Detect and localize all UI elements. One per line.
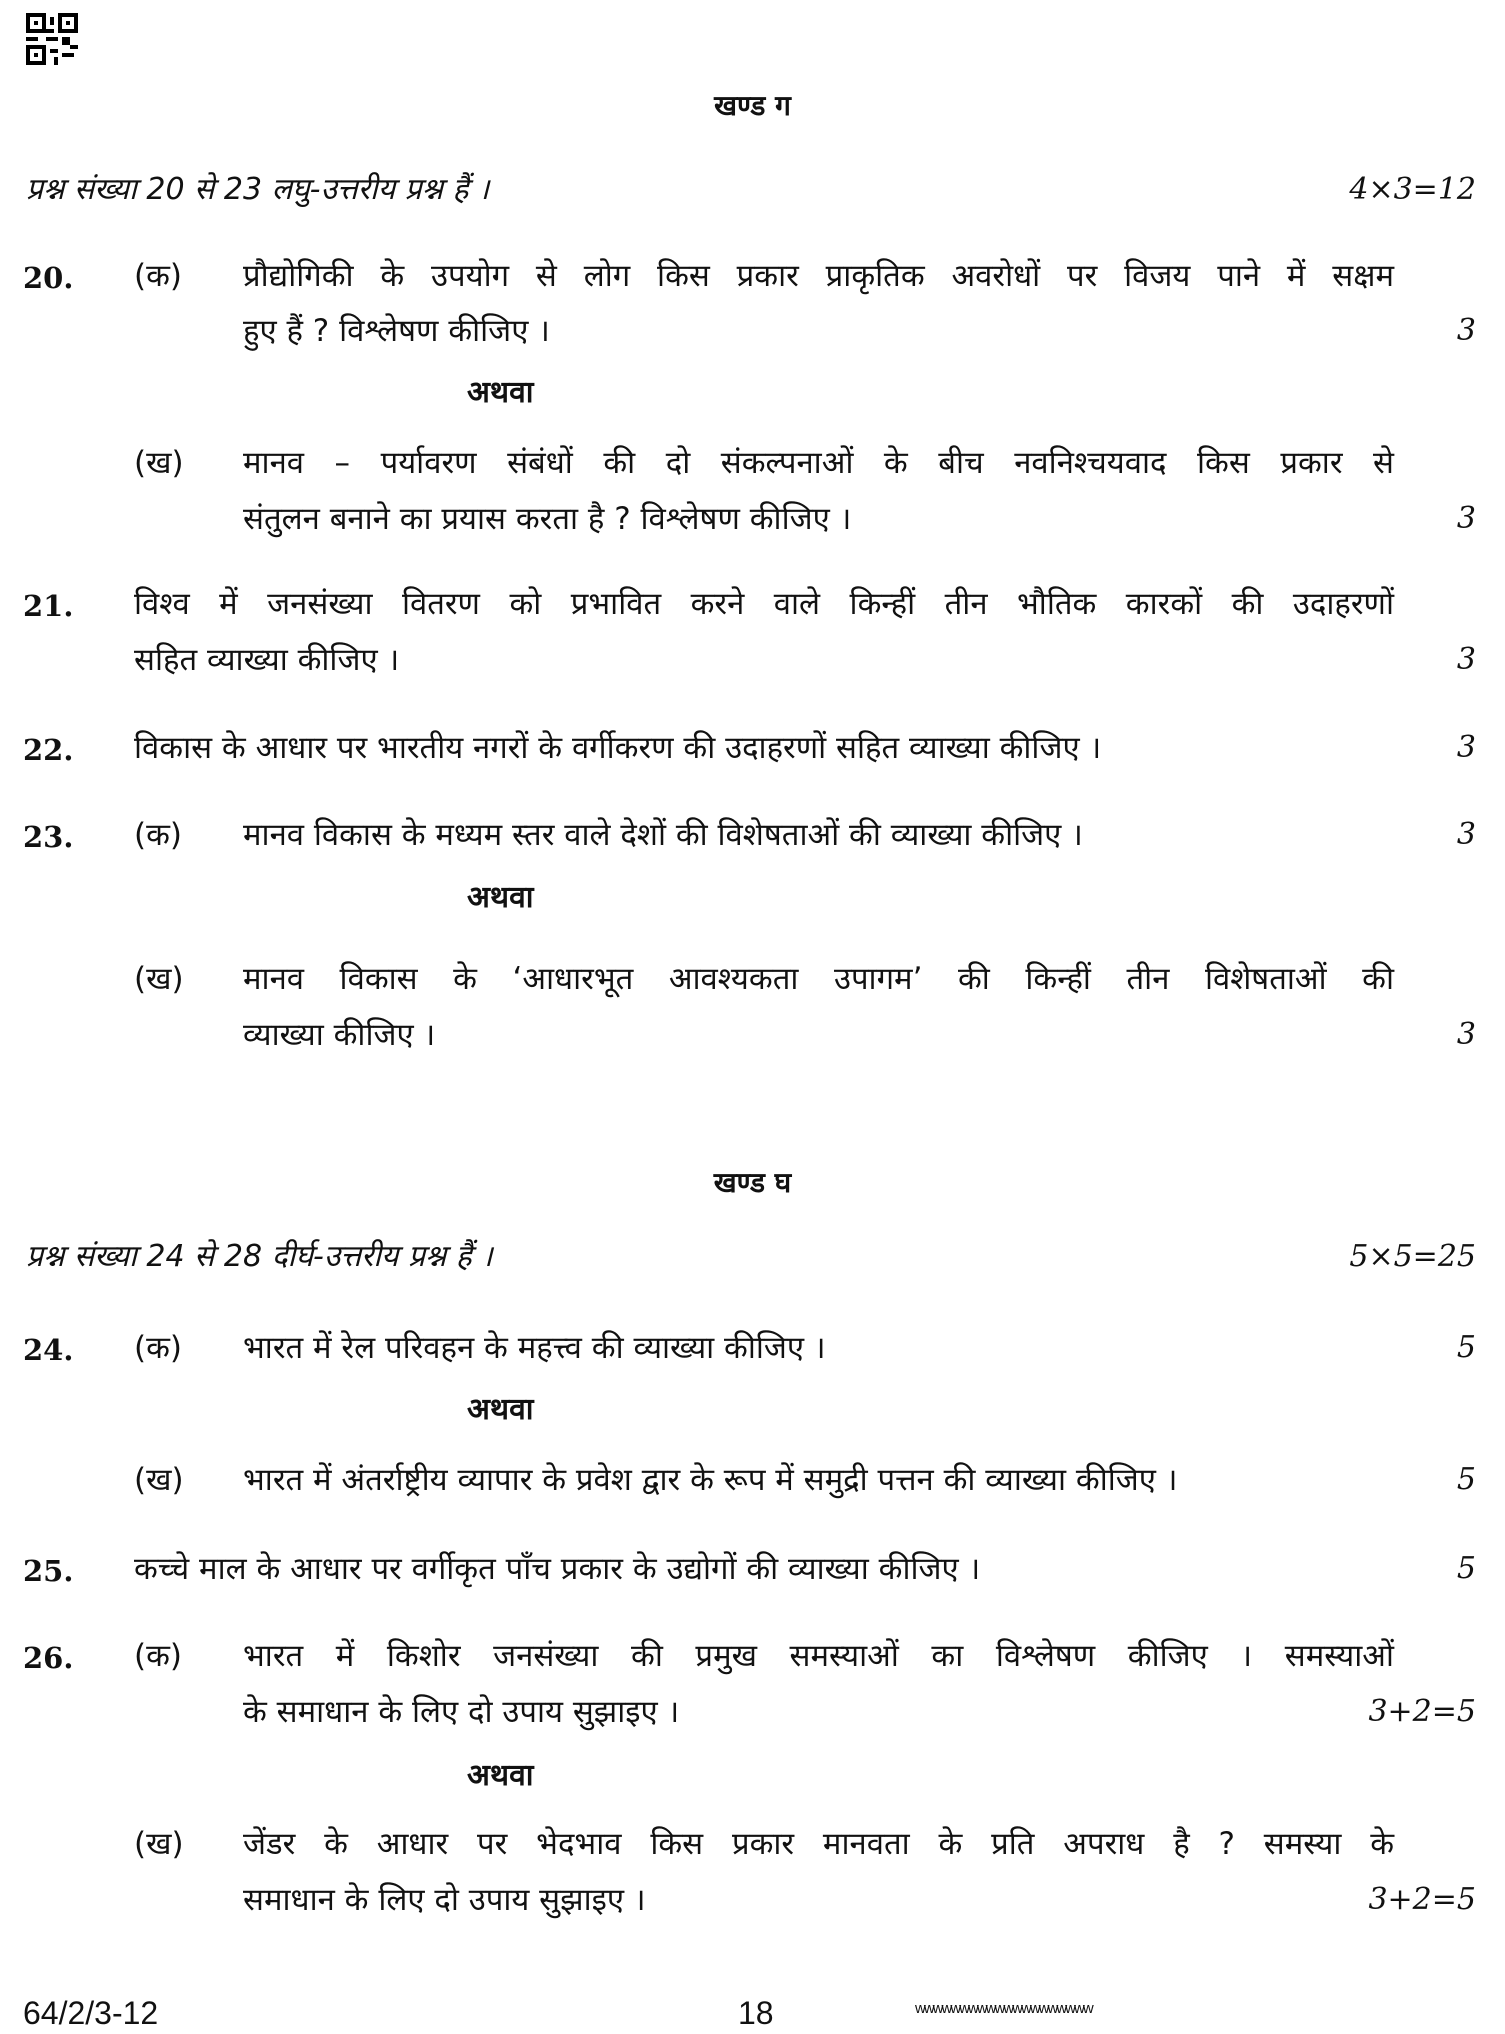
question-number: 20. xyxy=(23,261,74,295)
question-number: 24. xyxy=(23,1333,74,1367)
question-number: 26. xyxy=(23,1641,74,1675)
option-label: (ख) xyxy=(134,445,184,481)
marks: 3 xyxy=(1456,313,1476,348)
question-text: के समाधान के लिए दो उपाय सुझाइए । xyxy=(243,1694,680,1730)
marks: 3 xyxy=(1456,730,1476,765)
section-marks: 5×5=25 xyxy=(1349,1239,1476,1274)
question-text: मानव विकास के ‘आधारभूत आवश्यकता उपागम’ की किन्हीं तीन विशेषताओं की xyxy=(243,961,1394,997)
question-text: भारत में किशोर जनसंख्या की प्रमुख समस्याओं का विश्लेषण कीजिए । समस्याओं xyxy=(243,1638,1394,1674)
or-label: अथवा xyxy=(467,375,534,410)
option-label: (क) xyxy=(134,258,182,294)
question-text: जेंडर के आधार पर भेदभाव किस प्रकार मानवता के प्रति अपराध है ? समस्या के xyxy=(243,1826,1394,1862)
marks: 5 xyxy=(1456,1462,1476,1497)
question-text: भारत में रेल परिवहन के महत्त्व की व्याख्या कीजिए । xyxy=(243,1330,826,1366)
option-label: (क) xyxy=(134,817,182,853)
question-text: हुए हैं ? विश्लेषण कीजिए । xyxy=(243,313,550,349)
option-label: (ख) xyxy=(134,961,184,997)
marks: 3 xyxy=(1456,817,1476,852)
marks: 3 xyxy=(1456,501,1476,536)
question-text: मानव – पर्यावरण संबंधों की दो संकल्पनाओं के बीच नवनिश्चयवाद किस प्रकार से xyxy=(243,445,1394,481)
or-label: अथवा xyxy=(467,880,534,915)
question-number: 21. xyxy=(23,589,74,623)
option-label: (क) xyxy=(134,1638,182,1674)
security-pattern: wwwwwwwwwwwwwwwwwwww xyxy=(915,2000,1092,2017)
marks: 5 xyxy=(1456,1330,1476,1365)
marks: 3+2=5 xyxy=(1368,1882,1476,1917)
question-text: व्याख्या कीजिए । xyxy=(243,1017,436,1053)
section-instruction: प्रश्न संख्या 20 से 23 लघु-उत्तरीय प्रश्न हैं । xyxy=(26,172,490,207)
option-label: (क) xyxy=(134,1330,182,1366)
question-number: 23. xyxy=(23,820,74,854)
section-heading: खण्ड घ xyxy=(713,1166,792,1199)
page-number: 18 xyxy=(738,1995,774,2031)
or-label: अथवा xyxy=(467,1758,534,1793)
question-text: समाधान के लिए दो उपाय सुझाइए । xyxy=(243,1882,646,1918)
question-text: सहित व्याख्या कीजिए । xyxy=(134,642,400,678)
question-text: भारत में अंतर्राष्ट्रीय व्यापार के प्रवेश द्वार के रूप में समुद्री पत्तन की व्याख्या कीजिए । xyxy=(243,1462,1178,1498)
section-heading: खण्ड ग xyxy=(714,89,791,122)
question-text: प्रौद्योगिकी के उपयोग से लोग किस प्रकार प्राकृतिक अवरोधों पर विजय पाने में सक्षम xyxy=(243,258,1394,294)
question-text: विकास के आधार पर भारतीय नगरों के वर्गीकरण की उदाहरणों सहित व्याख्या कीजिए । xyxy=(134,730,1102,766)
question-text: संतुलन बनाने का प्रयास करता है ? विश्लेषण कीजिए । xyxy=(243,501,852,537)
option-label: (ख) xyxy=(134,1826,184,1862)
question-text: मानव विकास के मध्यम स्तर वाले देशों की विशेषताओं की व्याख्या कीजिए । xyxy=(243,817,1083,853)
section-marks: 4×3=12 xyxy=(1349,172,1476,207)
or-label: अथवा xyxy=(467,1392,534,1427)
question-number: 22. xyxy=(23,733,74,767)
marks: 3 xyxy=(1456,1017,1476,1052)
marks: 3 xyxy=(1456,642,1476,677)
question-number: 25. xyxy=(23,1554,74,1588)
section-instruction: प्रश्न संख्या 24 से 28 दीर्घ-उत्तरीय प्रश्न हैं । xyxy=(26,1239,493,1274)
paper-code: 64/2/3-12 xyxy=(23,1995,159,2031)
question-text: विश्व में जनसंख्या वितरण को प्रभावित करने वाले किन्हीं तीन भौतिक कारकों की उदाहरणों xyxy=(134,586,1394,622)
marks: 3+2=5 xyxy=(1368,1694,1476,1729)
option-label: (ख) xyxy=(134,1462,184,1498)
marks: 5 xyxy=(1456,1551,1476,1586)
qr-code xyxy=(26,13,78,65)
question-text: कच्चे माल के आधार पर वर्गीकृत पाँच प्रकार के उद्योगों की व्याख्या कीजिए । xyxy=(134,1551,981,1587)
